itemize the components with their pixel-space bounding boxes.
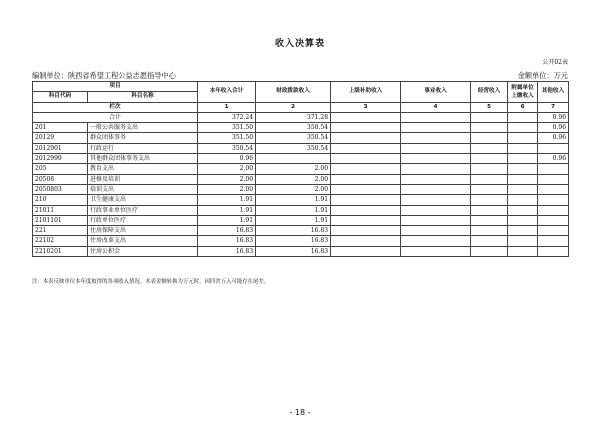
header-operating-income: 经营收入 [471,82,508,103]
fiscal-allocation-cell [256,154,331,164]
footnote: 注：本表反映单位本年度取得的各项收入情况。本表金额转换为万元时，因四舍五入可能存在尾差。 [32,279,270,285]
other-income-cell: 0.96 [538,123,569,133]
fiscal-allocation-cell: 16.83 [256,246,331,256]
table-row [33,123,569,133]
superior-subsidy-cell [331,164,401,174]
fiscal-allocation-cell: 350.54 [256,133,331,143]
fiscal-allocation-cell: 350.54 [256,123,331,133]
business-income-cell [401,246,471,256]
other-income-cell [538,236,569,246]
subject-name-cell: 住房改革支出 [88,236,198,246]
affiliated-income-cell [508,143,538,153]
header-affiliated-income: 附属单位上缴收入 [508,82,538,103]
affiliated-income-cell [508,246,538,256]
operating-income-cell [471,123,508,133]
col-number: 3 [331,102,401,112]
superior-subsidy-cell [331,226,401,236]
page-number: - 18 - [289,408,311,417]
header-column-order: 栏次 [33,102,198,112]
table-row [33,154,569,164]
affiliated-income-cell [508,215,538,225]
business-income-cell [401,164,471,174]
total-income-cell: 16.83 [198,236,256,246]
header-subject-name: 科目名称 [88,92,198,102]
subject-name-cell: 住房公积金 [88,246,198,256]
fiscal-allocation-cell: 16.83 [256,236,331,246]
table-row [33,246,569,256]
affiliated-income-cell [508,205,538,215]
total-income-cell: 350.54 [198,143,256,153]
col-number: 2 [256,102,331,112]
superior-subsidy-cell [331,205,401,215]
header-superior-subsidy: 上级补助收入 [331,82,401,103]
affiliated-income-cell [508,195,538,205]
subject-name-cell: 一般公共服务支出 [88,123,198,133]
business-income-cell [401,205,471,215]
total-income-cell: 16.83 [198,226,256,236]
subject-code-cell: 205 [33,164,88,174]
operating-income-cell [471,236,508,246]
other-income-cell [538,226,569,236]
subject-code-cell: 20129 [33,133,88,143]
total-income-cell: 1.91 [198,205,256,215]
total-superior-cell [331,112,401,122]
business-income-cell [401,154,471,164]
operating-income-cell [471,133,508,143]
table-row [33,184,569,194]
subject-code-cell: 20508 [33,174,88,184]
subject-name-cell: 培训支出 [88,184,198,194]
subject-name-cell: 进修及培训 [88,174,198,184]
total-income-cell: 351.50 [198,123,256,133]
subject-code-cell: 22102 [33,236,88,246]
subject-name-cell: 行政运行 [88,143,198,153]
table-row [33,236,569,246]
total-fiscal-cell: 371.28 [256,112,331,122]
superior-subsidy-cell [331,246,401,256]
table-row [33,215,569,225]
subject-code-cell: 2050803 [33,184,88,194]
subject-name-cell: 其他群众团体事务支出 [88,154,198,164]
total-business-cell [401,112,471,122]
business-income-cell [401,195,471,205]
operating-income-cell [471,205,508,215]
affiliated-income-cell [508,123,538,133]
superior-subsidy-cell [331,123,401,133]
superior-subsidy-cell [331,174,401,184]
subject-name-cell: 住房保障支出 [88,226,198,236]
business-income-cell [401,236,471,246]
total-label: 合计 [33,112,198,122]
table-row [33,143,569,153]
other-income-cell [538,174,569,184]
operating-income-cell [471,215,508,225]
fiscal-allocation-cell: 350.54 [256,143,331,153]
other-income-cell [538,143,569,153]
business-income-cell [401,123,471,133]
subject-code-cell: 2012901 [33,143,88,153]
unit-name: 编制单位：陕西省希望工程公益志愿指导中心 [32,71,176,80]
total-income-cell: 351.50 [198,133,256,143]
col-number: 7 [538,102,569,112]
affiliated-income-cell [508,184,538,194]
form-code: 公开02表 [542,59,568,66]
table-row [33,174,569,184]
table-row [33,133,569,143]
superior-subsidy-cell [331,133,401,143]
other-income-cell [538,215,569,225]
operating-income-cell [471,195,508,205]
total-income-cell: 2.00 [198,184,256,194]
subject-code-cell: 221 [33,226,88,236]
other-income-cell [538,205,569,215]
total-income-cell: 1.91 [198,215,256,225]
col-number: 1 [198,102,256,112]
other-income-cell: 0.96 [538,133,569,143]
col-number: 4 [401,102,471,112]
operating-income-cell [471,164,508,174]
total-income-cell: 2.00 [198,164,256,174]
fiscal-allocation-cell: 2.00 [256,174,331,184]
other-income-cell [538,184,569,194]
business-income-cell [401,226,471,236]
superior-subsidy-cell [331,236,401,246]
superior-subsidy-cell [331,143,401,153]
total-operating-cell [471,112,508,122]
subject-code-cell: 210 [33,195,88,205]
superior-subsidy-cell [331,215,401,225]
operating-income-cell [471,143,508,153]
operating-income-cell [471,154,508,164]
affiliated-income-cell [508,236,538,246]
page-title: 收入决算表 [274,39,325,49]
subject-name-cell: 群众团体事务 [88,133,198,143]
business-income-cell [401,143,471,153]
fiscal-allocation-cell: 2.00 [256,164,331,174]
total-income-cell: 16.83 [198,246,256,256]
subject-code-cell: 2210201 [33,246,88,256]
subject-name-cell: 教育支出 [88,164,198,174]
total-income-cell: 0.96 [198,154,256,164]
other-income-cell [538,195,569,205]
superior-subsidy-cell [331,195,401,205]
business-income-cell [401,133,471,143]
affiliated-income-cell [508,174,538,184]
total-income-cell: 372.24 [198,112,256,122]
other-income-cell: 0.96 [538,154,569,164]
superior-subsidy-cell [331,184,401,194]
subject-code-cell: 201 [33,123,88,133]
col-number: 5 [471,102,508,112]
total-income-cell: 1.91 [198,195,256,205]
amount-unit: 金额单位：万元 [517,71,568,80]
other-income-cell [538,246,569,256]
table-row [33,195,569,205]
fiscal-allocation-cell: 2.00 [256,184,331,194]
header-project: 项目 [33,82,198,92]
business-income-cell [401,174,471,184]
operating-income-cell [471,226,508,236]
col-number: 6 [508,102,538,112]
table-row [33,164,569,174]
affiliated-income-cell [508,226,538,236]
fiscal-allocation-cell: 1.91 [256,195,331,205]
business-income-cell [401,184,471,194]
header-total-income: 本年收入合计 [198,82,256,103]
total-income-cell: 2.00 [198,174,256,184]
total-affiliated-cell [508,112,538,122]
total-row [33,112,569,122]
operating-income-cell [471,184,508,194]
subject-name-cell: 行政事业单位医疗 [88,205,198,215]
header-subject-code: 科目代码 [33,92,88,102]
affiliated-income-cell [508,164,538,174]
operating-income-cell [471,246,508,256]
affiliated-income-cell [508,154,538,164]
operating-income-cell [471,174,508,184]
total-other-cell: 0.96 [538,112,569,122]
fiscal-allocation-cell: 16.83 [256,226,331,236]
income-table [32,81,569,257]
business-income-cell [401,215,471,225]
affiliated-income-cell [508,133,538,143]
header-fiscal-allocation: 财政拨款收入 [256,82,331,103]
header-other-income: 其他收入 [538,82,569,103]
fiscal-allocation-cell: 1.91 [256,205,331,215]
other-income-cell [538,164,569,174]
subject-name-cell: 行政单位医疗 [88,215,198,225]
subject-code-cell: 21011 [33,205,88,215]
header-business-income: 事业收入 [401,82,471,103]
subject-name-cell: 卫生健康支出 [88,195,198,205]
subject-code-cell: 2101101 [33,215,88,225]
table-row [33,205,569,215]
table-row [33,226,569,236]
fiscal-allocation-cell: 1.91 [256,215,331,225]
superior-subsidy-cell [331,154,401,164]
subject-code-cell: 2012999 [33,154,88,164]
